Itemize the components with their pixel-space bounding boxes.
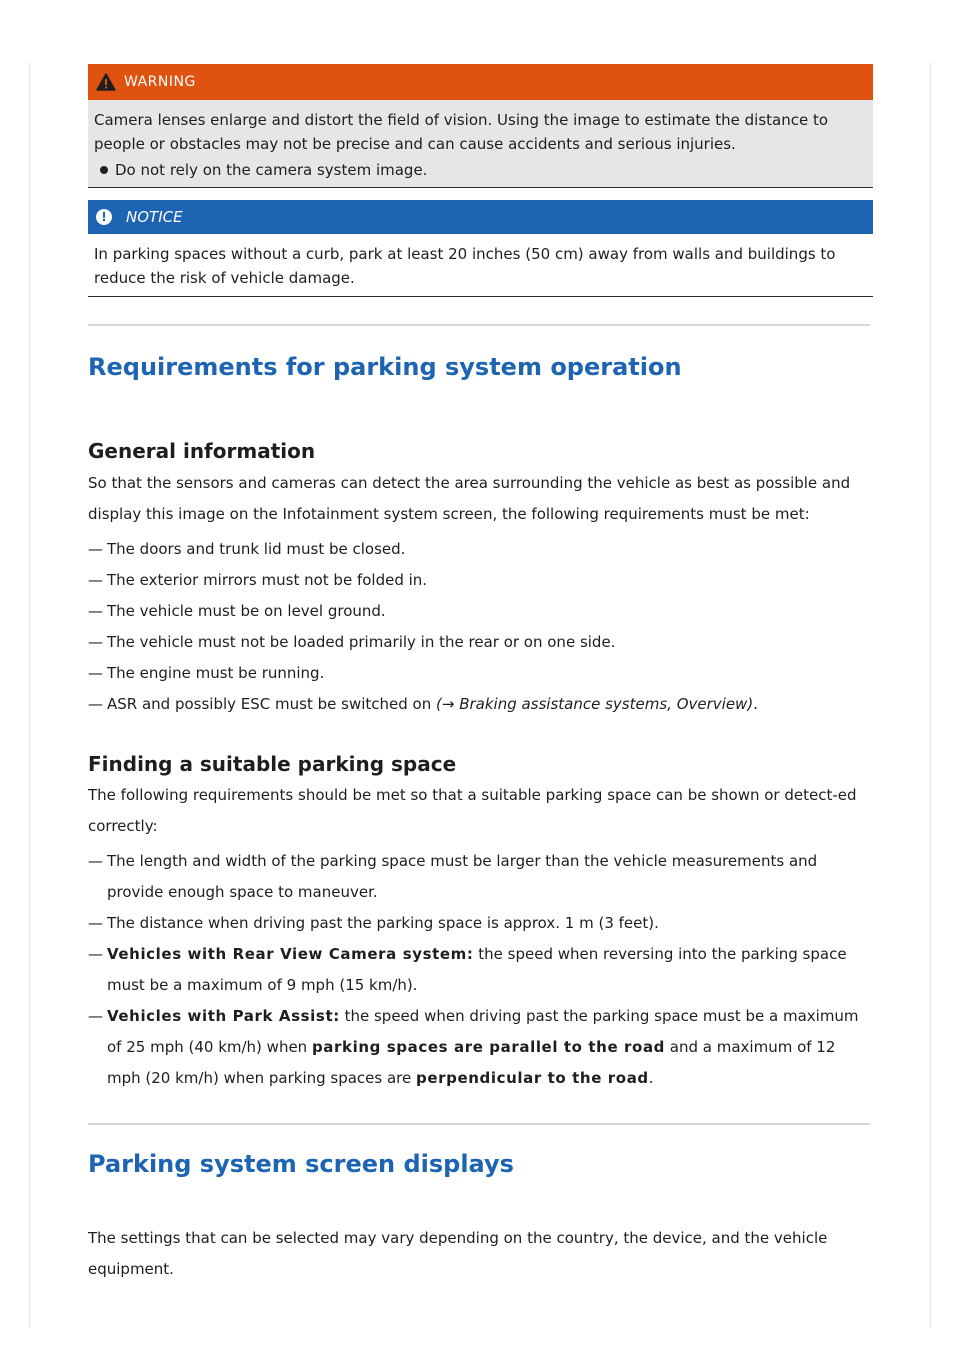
warning-bullet [94, 158, 867, 182]
warning-bullet-text: Do not rely on the camera system image. [115, 161, 428, 179]
list-item-text: and a maximum of 12 mph (20 km/h) when parking spaces are [107, 1038, 836, 1087]
notice-text: In parking spaces without a curb, park at least 20 inches (50 cm) away from walls and buildings to reduce the risk of vehicle damage. [88, 234, 873, 297]
section-title-screen-displays: Parking system screen displays [88, 1150, 514, 1178]
list-item: — The exterior mirrors must not be folded in. [88, 565, 873, 596]
subheading-general-information: General information [88, 439, 316, 463]
bold-label: Vehicles with Rear View Camera system: [107, 945, 474, 963]
list-item [88, 939, 873, 1001]
list-item: — The length and width of the parking space must be larger than the vehicle measurements and provide enough space to maneuver. [88, 846, 873, 908]
notice-box [88, 200, 873, 297]
list-item: — The distance when driving past the parking space is approx. 1 m (3 feet). [88, 908, 873, 939]
warning-triangle-icon [96, 73, 116, 91]
list-item: — The doors and trunk lid must be closed. [88, 534, 873, 565]
list-item-end: . [753, 695, 758, 713]
notice-header [88, 200, 873, 234]
bullet-dot-icon [100, 166, 108, 174]
right-margin-rule [930, 62, 931, 1328]
general-intro: So that the sensors and cameras can detect the area surrounding the vehicle as best as possible and display this image on the Infotainment system screen, the following requirements must be met: [88, 474, 851, 523]
left-margin-rule [29, 62, 30, 1328]
page-content [88, 64, 873, 1285]
warning-header [88, 64, 873, 100]
parking-intro: The following requirements should be met so that a suitable parking space can be shown or detect-ed correctly: [88, 786, 857, 835]
warning-title: WARNING [124, 74, 196, 90]
bold-label: Vehicles with Park Assist: [107, 1007, 340, 1025]
section-title-requirements: Requirements for parking system operation [88, 353, 682, 381]
notice-title: NOTICE [126, 208, 183, 226]
list-item: — The engine must be running. [88, 658, 873, 689]
list-item-end: . [648, 1069, 654, 1087]
list-item: — The vehicle must not be loaded primarily in the rear or on one side. [88, 627, 873, 658]
section-divider [88, 1123, 870, 1125]
bold-label: perpendicular to the road [416, 1069, 649, 1087]
warning-box [88, 64, 873, 188]
subheading-finding-parking-space: Finding a suitable parking space [88, 752, 457, 776]
list-item: — The vehicle must be on level ground. [88, 596, 873, 627]
list-item-text: ASR and possibly ESC must be switched on [107, 695, 436, 713]
section-divider [88, 324, 870, 326]
bold-label: parking spaces are parallel to the road [311, 1038, 666, 1056]
screen-displays-text: The settings that can be selected may vary depending on the country, the device, and the vehicle equipment. [88, 1229, 828, 1278]
warning-text: Camera lenses enlarge and distort the field of vision. Using the image to estimate the distance to people or obstacles may not be precise and can cause accidents and serious injuries. [94, 111, 829, 153]
warning-body [88, 100, 873, 188]
list-item-text: the speed when reversing into the parking space must be a maximum of 9 mph (15 km/h). [107, 945, 847, 994]
general-requirements-list [88, 534, 873, 720]
list-item [88, 689, 873, 720]
list-item-text: the speed when driving past the parking space must be a maximum of 25 mph (40 km/h) when [107, 1007, 859, 1056]
list-item [88, 1001, 873, 1094]
notice-exclamation-icon: ! [96, 209, 112, 225]
parking-requirements-list [88, 846, 873, 1094]
cross-reference-link[interactable]: (→ Braking assistance systems, Overview) [436, 695, 754, 713]
